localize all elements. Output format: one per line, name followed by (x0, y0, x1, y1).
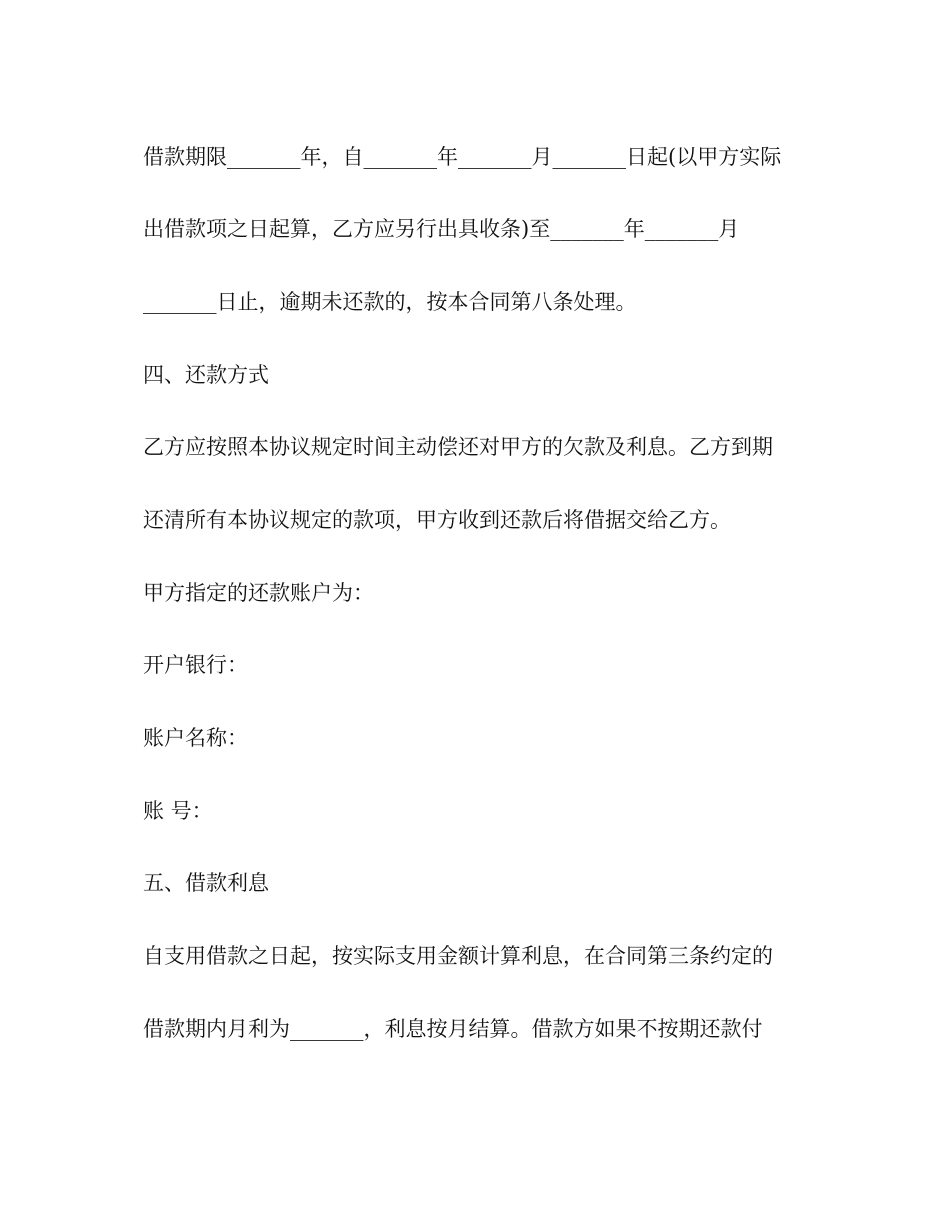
account-number-label: 账 号： (143, 799, 213, 823)
interest-paragraph-line-2: 借款期内月利为_______，利息按月结算。借款方如果不按期还款付 (143, 1017, 763, 1041)
bank-name-label: 开户银行： (143, 653, 248, 677)
account-name-label: 账户名称： (143, 726, 248, 750)
interest-paragraph-line-1: 自支用借款之日起，按实际支用金额计算利息，在合同第三条约定的 (143, 944, 773, 968)
section-heading-repayment: 四、还款方式 (143, 363, 269, 387)
loan-term-line-2: 出借款项之日起算，乙方应另行出具收条)至_______年_______月 (143, 217, 740, 241)
loan-term-line-3: _______日止，逾期未还款的，按本合同第八条处理。 (143, 290, 637, 314)
repayment-paragraph-line-2: 还清所有本协议规定的款项，甲方收到还款后将借据交给乙方。 (143, 508, 731, 532)
section-heading-interest: 五、借款利息 (143, 871, 269, 895)
loan-term-line-1: 借款期限_______年，自_______年_______月_______日起(以甲方实际 (143, 145, 782, 169)
repayment-paragraph-line-1: 乙方应按照本协议规定时间主动偿还对甲方的欠款及利息。乙方到期 (143, 435, 773, 459)
account-intro: 甲方指定的还款账户为： (143, 581, 374, 605)
